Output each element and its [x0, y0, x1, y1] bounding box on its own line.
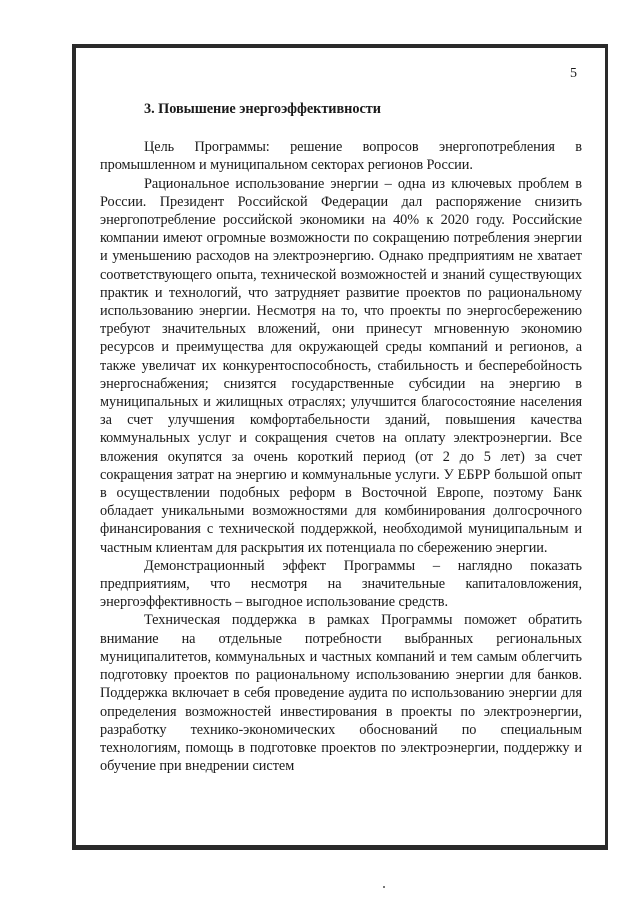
paragraph: Цель Программы: решение вопросов энергопотребления в промышленном и муниципальном секторах регионов России. [100, 139, 582, 174]
page-number: 5 [570, 66, 577, 81]
paragraph: Демонстрационный эффект Программы – наглядно показать предприятиям, что несмотря на значительные капиталовложения, энергоэффективность – выгодное использование средств. [100, 557, 582, 611]
paragraph: Рациональное использование энергии – одна из ключевых проблем в России. Президент Российской Федерации дал распоряжение снизить энергопотребление российской экономики на 40% к 2020 году. Российские компании имеют огромные возможности по сокращению потребления энергии и уменьшению расходов на электроэнергию. Однако предприятиям не хватает соответствующего опыта, технической возможностей и знаний существующих практик и технологий, что затрудняет развитие проектов по рациональному использованию энергии. Несмотря на то, что проекты по энергосбережению требуют значительных вложений, они принесут мгновенную экономию ресурсов и преимущества для окружающей среды компаний и регионов, а также увеличат их конкурентоспособность, стабильность и бесперебойность энергоснабжения; снизятся государственные субсидии на энергию в муниципальных и жилищных отраслях; улучшится благосостояние населения за счет улучшения комфортабельности зданий, повышения качества коммунальных услуг и сокращения счетов на оплату электроэнергии. Все вложения окупятся за очень короткий период (от 2 до 5 лет) за счет сокращения затрат на энергию и коммунальные услуги. У ЕБРР большой опыт в осуществлении подобных реформ в Восточной Европе, поэтому Банк обладает уникальными возможностями для комбинирования долгосрочного финансирования с технической поддержкой, необходимой муниципальным и частным клиентам для раскрытия их потенциала по сбережению энергии. [100, 175, 582, 556]
paragraph: Техническая поддержка в рамках Программы поможет обратить внимание на отдельные потребности выбранных региональных муниципалитетов, коммунальных и частных компаний и тем самым облегчить подготовку проектов по рациональному использованию энергии для банков. Поддержка включает в себя проведение аудита по использованию энергии для определения возможностей инвестирования в проекты по электроэнергии, разработку технико-экономических обоснований по специальным технологиям, помощь в подготовке проектов по электроэнергии, поддержку и обучение при внедрении систем [100, 612, 582, 775]
scan-speck [383, 886, 385, 888]
page-border-frame [72, 44, 608, 850]
document-body [100, 100, 582, 775]
section-heading: 3. Повышение энергоэффективности [144, 101, 381, 117]
